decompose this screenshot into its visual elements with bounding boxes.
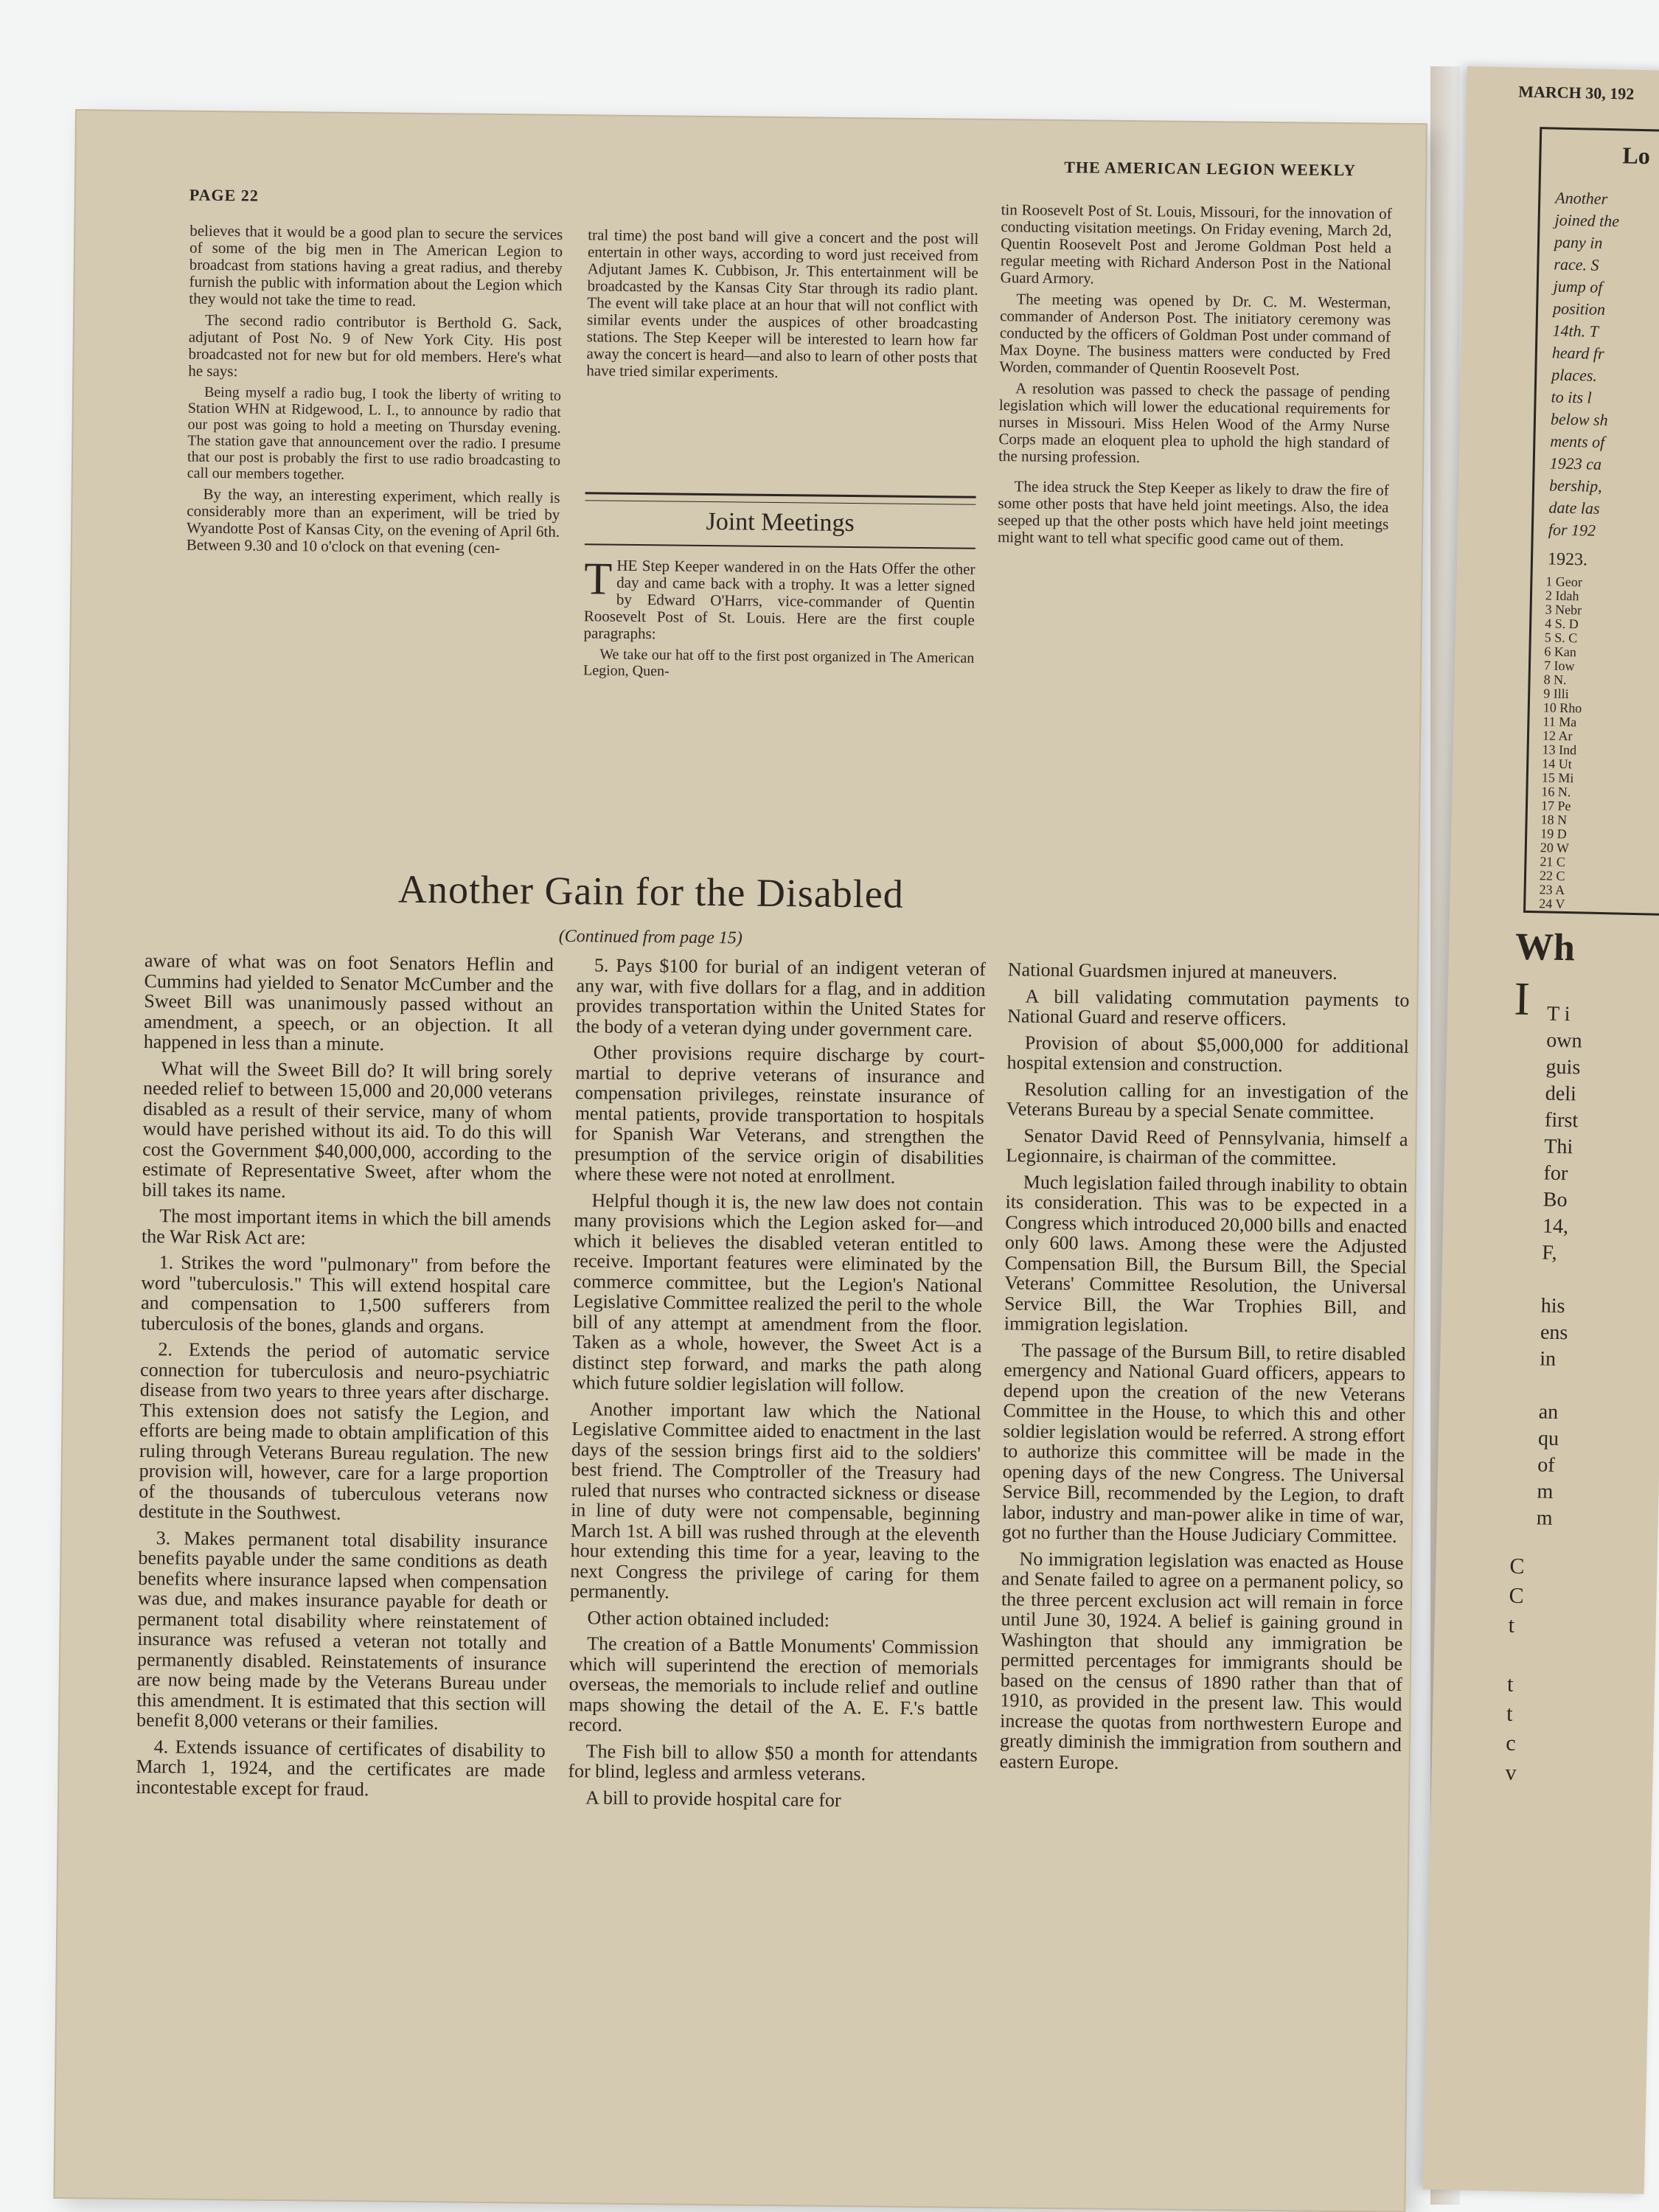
paragraph: 5. Pays $100 for burial of an indigent veteran of any war, with five dollars for a flag, and in addition provides transportation within the United States for the body of a veteran dying under government care.	[575, 954, 987, 1041]
paragraph: Other action obtained included:	[587, 1606, 830, 1631]
paragraph: Other provisions require discharge by court-martial to deprive veterans of insurance and compensation privileges, reinstate insurance of mental patients, provide transportation to hospitals for Spanish War Veterans, and strengthen the presumption of the service origin of disabilities where these were not noted at enrollment.	[574, 1041, 985, 1188]
standings-item: 19 D	[1540, 826, 1567, 842]
text-line: ments of	[1550, 431, 1605, 452]
joint-meetings-column	[582, 554, 975, 687]
box-title: Lo	[1622, 142, 1651, 170]
text-line: 1923 ca	[1549, 453, 1602, 473]
text-line: v	[1505, 1760, 1517, 1785]
paragraph: 2. Extends the period of automatic service connection for tuberculosis and neuro-psychiatric disease from two years to three years after discharge. This extension does not satisfy the Legion, and efforts are being made to obtain amplification of this ruling through Veterans Bureau regulation. The new provision will, however, care for a large proportion of the thousands of tuberculous veterans now destitute in the Southwest.	[138, 1338, 550, 1524]
text-line: t	[1506, 1672, 1514, 1697]
quoted-letter: Being myself a radio bug, I took the liberty of writing to Station WHN at Ridgewood, L. I., to announce by radio that our post was going to hold a meeting on Thursday evening. The station gave that announcement over the radio. I presume that our post is probably the first to use radio broadcasting to call our members together.	[187, 383, 562, 483]
standings-item: 20 W	[1540, 840, 1570, 856]
text-line: c	[1506, 1731, 1517, 1756]
paragraph: The most important items in which the bill amends the War Risk Act are:	[141, 1205, 552, 1248]
standings-item: 22 C	[1539, 868, 1565, 884]
text-line: jump of	[1553, 276, 1603, 296]
text-line: qu	[1537, 1427, 1559, 1451]
paragraph	[583, 554, 975, 646]
text-line: of	[1537, 1453, 1555, 1477]
text-line: deli	[1545, 1082, 1577, 1106]
paragraph: By the way, an interesting experiment, which really is considerably more than an experiment, will be tried by Wyandotte Post of Kansas City, on the evening of April 6th. Between 9.30 and 10 o'clock on that evening (cen-	[186, 484, 560, 557]
paragraph: tral time) the post band will give a concert and the post will entertain in other ways, according to word just received from Adjutant James K. Cubbison, Jr. This entertainment will be broadcasted by the Kansas City Star through its radio plant. The event will take place at an hour that will not conflict with similar events under the auspices of other broadcasting stations. The Step Keeper will be interested to learn how far away the concert is heard—and also to learn of other posts that have tried similar experiments.	[586, 226, 979, 381]
standings-item: 24 V	[1539, 896, 1565, 912]
text-line: race. S	[1554, 254, 1599, 274]
standings-item: 7 Iow	[1543, 658, 1575, 674]
text-line: guis	[1545, 1055, 1581, 1079]
section-rule	[585, 543, 975, 549]
text-line: 14th. T	[1552, 321, 1599, 341]
text-line: for	[1543, 1161, 1568, 1186]
paragraph: The passage of the Bursum Bill, to retire disabled emergency and National Guard officers, appears to depend upon the creation of the new Veterans Committee in the House, to which this and other soldier legislation would be referred. A strong effort to authorize this committee will be made in the opening days of the new Congress. The Universal Service Bill, recommended by the Legion, to draft labor, industry and man-power alike in time of war, got no further than the House Judiciary Committee.	[1001, 1339, 1406, 1547]
standings-item: 16 N.	[1541, 784, 1571, 800]
box-text	[1542, 129, 1659, 540]
paragraph: The creation of a Battle Monuments' Commission which will superintend the erection of memorials overseas, the memorials to include relief and outline maps showing the detail of the A. E. F.'s battle record.	[568, 1632, 979, 1736]
newspaper-page	[55, 111, 1426, 2211]
text-line: Another	[1555, 188, 1608, 209]
standings-item: 2 Idah	[1545, 588, 1579, 604]
paragraph: A bill to provide hospital care for	[585, 1786, 841, 1811]
standings-item: 9 Illi	[1543, 686, 1569, 702]
text-line: t	[1506, 1701, 1513, 1726]
running-head: THE AMERICAN LEGION WEEKLY	[1064, 158, 1357, 180]
text-line: in	[1539, 1347, 1557, 1371]
paragraph: Helpful though it is, the new law does not contain many provisions which the Legion asked for—and which it believes the disabled veteran entitled to receive. Important features were eliminated by the commerce committee, but the Legion's National Legislative Committee realized the peril to the whole bill of any attempt at amendment from the floor. Taken as a whole, however, the Sweet Act is a distinct step forward, and marks the path along which future soldier legislation will follow.	[571, 1189, 984, 1397]
paragraph: Much legislation failed through inability to obtain its consideration. This was to be expected in a Congress which introduced 20,000 bills and enacted only 600 laws. Among these were the Adjusted Compensation Bill, the Bursum Bill, the Special Veterans' Committee Resolution, the Universal Service Bill, the War Trophies Bill, and immigration legislation.	[1004, 1171, 1408, 1336]
paragraph: A bill validating commutation payments to National Guard and reserve officers.	[1007, 985, 1410, 1030]
continued-note: (Continued from page 15)	[558, 926, 742, 948]
standings-item: 12 Ar	[1542, 728, 1573, 744]
quoted-letter: We take our hat off to the first post organized in The American Legion, Quen-	[582, 646, 975, 680]
text-line: m	[1537, 1480, 1554, 1503]
paragraph: 3. Makes permanent total disability insurance benefits payable under the same conditions as death benefits where insurance lapsed when compensation was due, and makes insurance payable for death or permanent total disability where reinstatement of insurance was refused a veteran not totally and permanently disabled. Reinstatements of insurance are now being made by the Veterans Bureau under this amendment. It is estimated that this section will benefit 8,000 veterans or their families.	[136, 1526, 548, 1734]
paragraph: believes that it would be a good plan to secure the services of some of the big men in The American Legion to broadcast from stations having a great radius, and thereby furnish the public with information about the Legion which they would not take the time to read.	[189, 221, 563, 310]
text-line: his	[1540, 1294, 1565, 1318]
text-line: C	[1509, 1554, 1525, 1579]
text-line: bership,	[1548, 476, 1602, 495]
standings-item: 11 Ma	[1543, 714, 1577, 730]
section-heading: Joint Meetings	[706, 507, 855, 538]
text-line: m	[1536, 1506, 1553, 1530]
drop-cap: I	[1513, 972, 1531, 1026]
text-line: F,	[1542, 1241, 1557, 1265]
paragraph: Senator David Reed of Pennsylvania, himself a Legionnaire, is chairman of the committee.	[1006, 1124, 1408, 1169]
paragraph: Another important law which the National Legislative Committee aided to enactment in the last days of the session brings first aid to the soldiers' best friend. The Comptroller of the Treasury had ruled that nurses who contracted sickness or disease in line of duty were not compensable, beginning March 1st. A bill was rushed through at the eleventh hour extending this time for a year, leaving to the next Congress the privilege of caring for them permanently.	[569, 1397, 981, 1603]
article-column-1	[136, 950, 554, 1807]
standings-item: 14 Ut	[1542, 756, 1572, 772]
article-headline: Another Gain for the Disabled	[397, 866, 905, 917]
standings-item: 18 N	[1540, 812, 1568, 828]
text-line: ens	[1540, 1321, 1568, 1345]
standings-item: 3 Nebr	[1545, 602, 1582, 618]
standings-item: 17 Pe	[1540, 798, 1571, 814]
top-column-2	[586, 226, 978, 388]
text-line: first	[1544, 1108, 1579, 1133]
text-line: pany in	[1554, 232, 1603, 252]
paragraph: Resolution calling for an investigation of the Veterans Bureau by a special Senate committee.	[1006, 1078, 1409, 1124]
paragraph: The Fish bill to allow $50 a month for attendants for blind, legless and armless veterans.	[568, 1739, 978, 1785]
paragraph: National Guardsmen injured at maneuvers.	[1007, 959, 1338, 984]
paragraph: Provision of about $5,000,000 for additional hospital extension and construction.	[1006, 1032, 1409, 1077]
standings-item: 6 Kan	[1544, 644, 1577, 660]
facing-page-date: MARCH 30, 192	[1518, 82, 1635, 103]
paragraph: What will the Sweet Bill do? It will bring sorely needed relief to between 15,000 and 20,000 veterans disabled as a result of their service, many of whom would have perished without its aid. To do this will cost the Government $40,000,000, according to the estimate of Representative Sweet, after whom the bill takes its name.	[142, 1057, 553, 1202]
text-line: own	[1546, 1029, 1582, 1053]
text-line: to its l	[1551, 387, 1592, 407]
standings-item: 15 Mi	[1541, 770, 1574, 786]
text-line: joined the	[1554, 210, 1620, 231]
top-column-1	[187, 223, 563, 562]
article-column-3	[999, 959, 1410, 1781]
standings-item: 23 A	[1539, 882, 1565, 898]
standings-item: 8 N.	[1543, 672, 1567, 687]
box-year: 1923.	[1547, 549, 1588, 570]
paragraph: No immigration legislation was enacted as House and Senate failed to agree on a permanent policy, so the three percent exclusion act will remain in force until June 30, 1924. A belief is gaining ground in Washington that should any immigration be permitted percentages for immigrants should be based on the census of 1890 rather than that of 1910, as provided in the present law. This would increase the quotas from northwestern Europe and greatly diminish the immigration from southern and eastern Europe.	[999, 1547, 1404, 1773]
text-line: 14,	[1542, 1214, 1569, 1239]
text-line: below sh	[1550, 409, 1608, 430]
drop-cap: T	[584, 554, 613, 605]
standings-item: 5 S. C	[1544, 630, 1578, 646]
paragraph: aware of what was on foot Senators Heflin and Cummins had yielded to Senator McCumber and the Sweet Bill was unanimously passed without an amendment, a speech, or an objection. It all happened in less than a minute.	[143, 950, 554, 1055]
paragraph: The idea struck the Step Keeper as likely to draw the fire of some other posts that have held joint meetings. Also, the idea seeped up that the other posts which have held joint meetings might want to tell what specific good came out of them.	[997, 477, 1389, 550]
text-line: date las	[1548, 498, 1600, 518]
paragraph: 4. Extends issuance of certificates of disability to March 1, 1924, and the certificates are made incontestable except for fraud.	[136, 1735, 546, 1800]
paragraph-text: HE Step Keeper wandered in on the Hats Offer the other day and came back with a trophy. It was a letter signed by Edward O'Harrs, vice-commander of Quentin Roosevelt Post of St. Louis. Here are the first couple paragraphs:	[583, 556, 975, 643]
text-line: position	[1552, 299, 1606, 319]
paragraph: The meeting was opened by Dr. C. M. Westerman, commander of Anderson Post. The initiatory ceremony was conducted by the officers of Goldman Post under command of Max Doyne. The business matters were conducted by Fred Worden, commander of Quentin Roosevelt Post.	[999, 290, 1391, 379]
text-line: for 192	[1548, 520, 1596, 540]
text-line: C	[1509, 1583, 1524, 1609]
page-number: PAGE 22	[189, 185, 259, 205]
text-line: T i	[1546, 1002, 1571, 1026]
text-line: an	[1538, 1400, 1559, 1424]
text-line: heard fr	[1551, 343, 1604, 363]
standings-item: 4 S. D	[1544, 616, 1579, 632]
article-column-2	[568, 955, 986, 1818]
top-column-3	[998, 201, 1392, 554]
standings-item: 1 Geor	[1545, 574, 1583, 590]
paragraph: A resolution was passed to check the passage of pending legislation which will lower the educational requirements for nurses in Missouri. Miss Helen Wood of the Army Nurse Corps made an eloquent plea to uphold the high standard of the nursing profession.	[998, 379, 1391, 467]
text-line: t	[1508, 1613, 1515, 1638]
text-line: Bo	[1543, 1188, 1568, 1212]
text-line: places.	[1551, 365, 1598, 385]
paragraph: The second radio contributor is Berthold G. Sack, adjutant of Post No. 9 of New York City. His post broadcasted not for new but for old members. Here's what he says:	[188, 310, 563, 380]
section-rule	[585, 492, 975, 505]
standings-item: 21 C	[1540, 854, 1566, 870]
standings-box	[1523, 127, 1659, 917]
text-line: Thi	[1544, 1135, 1573, 1159]
facing-headline: Wh	[1514, 925, 1576, 970]
paragraph: 1. Strikes the word "pulmonary" from before the word "tuberculosis." This will extend hospital care and compensation to 1,500 sufferers from tuberculosis of the bones, glands and organs.	[140, 1251, 551, 1338]
standings-item: 13 Ind	[1542, 742, 1577, 758]
paragraph: tin Roosevelt Post of St. Louis, Missouri, for the innovation of conducting visitation meetings. On Friday evening, March 2d, Quentin Roosevelt Post and Jerome Goldman Post held a regular meeting with Richard Anderson Post in the National Guard Armory.	[1000, 201, 1392, 288]
standings-item: 10 Rho	[1543, 700, 1582, 716]
